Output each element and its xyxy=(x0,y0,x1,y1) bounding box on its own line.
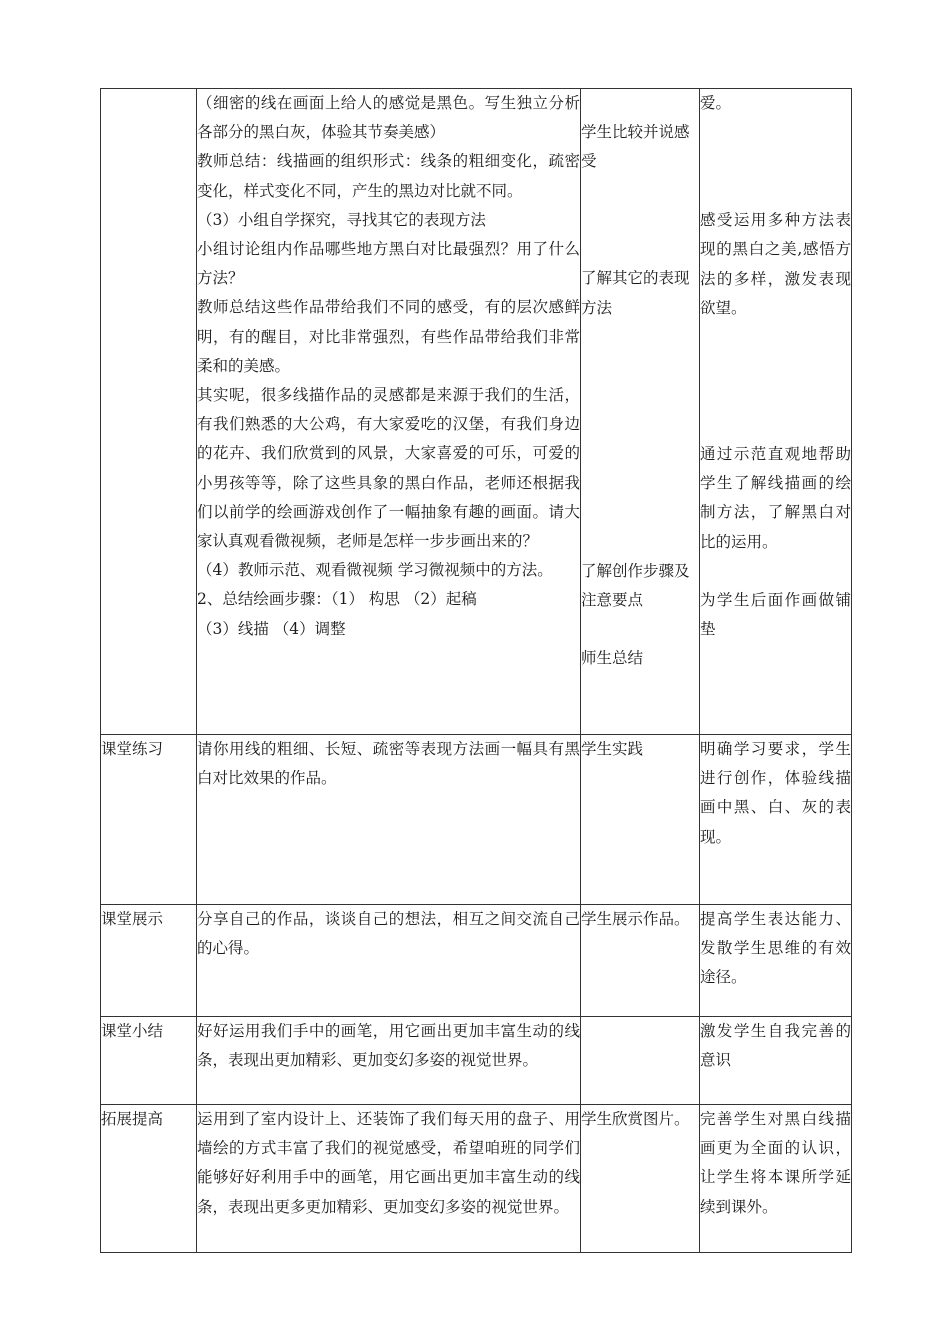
table-row-showcase xyxy=(101,905,852,1017)
table-row-summary xyxy=(101,1017,852,1105)
student-activity-text: 学生欣赏图片。 xyxy=(581,1110,690,1128)
student-activity-cell xyxy=(581,735,700,905)
content-cell xyxy=(197,905,581,1017)
content-paragraph: 运用到了室内设计上、还装饰了我们每天用的盘子、用墙绘的方式丰富了我们的视觉感受，希望咱班的同学们能够好好利用手中的画笔，用它画出更加丰富生动的线条，表现出更多更加精彩、更加变幻多姿的视觉世界。 xyxy=(197,1110,580,1216)
design-intent-cell xyxy=(700,735,852,905)
design-intent-text: 为学生后面作画做铺垫 xyxy=(700,590,851,639)
table-row-process xyxy=(101,89,852,735)
stage-cell: 拓展提高 xyxy=(101,1105,197,1253)
content-cell xyxy=(197,1017,581,1105)
content-paragraph: （3）小组自学探究，寻找其它的表现方法 xyxy=(197,210,486,229)
stage-cell: 课堂小结 xyxy=(101,1017,197,1105)
student-activity-cell xyxy=(581,89,700,735)
design-intent-text: 感受运用多种方法表现的黑白之美,感悟方法的多样，激发表现欲望。 xyxy=(700,211,851,317)
student-activity-text: 学生实践 xyxy=(581,740,644,758)
design-intent-text: 爱。 xyxy=(700,94,732,112)
content-paragraph: 教师总结这些作品带给我们不同的感受，有的层次感鲜明，有的醒目，对比非常强烈，有些作品带给我们非常柔和的美感。 xyxy=(197,298,580,375)
student-activity-cell xyxy=(581,1105,700,1253)
student-activity-text: 学生比较并说感受 xyxy=(581,123,690,171)
student-activity-text: 了解创作步骤及注意要点 xyxy=(581,561,690,610)
design-intent-cell xyxy=(700,905,852,1017)
stage-cell xyxy=(101,89,197,735)
table-row-practice xyxy=(101,735,852,905)
student-activity-text: 师生总结 xyxy=(581,649,644,668)
student-activity-text: 学生展示作品。 xyxy=(581,910,690,928)
stage-cell: 课堂练习 xyxy=(101,735,197,905)
design-intent-text: 提高学生表达能力、发散学生思维的有效途径。 xyxy=(700,910,851,987)
content-cell xyxy=(197,735,581,905)
content-paragraph: （3）线描 （4）调整 xyxy=(197,619,346,638)
lesson-plan-table xyxy=(100,88,852,1253)
student-activity-cell xyxy=(581,905,700,1017)
content-paragraph: 请你用线的粗细、长短、疏密等表现方法画一幅具有黑白对比效果的作品。 xyxy=(197,740,580,788)
design-intent-text: 完善学生对黑白线描画更为全面的认识，让学生将本课所学延续到课外。 xyxy=(700,1110,851,1216)
content-paragraph: 小组讨论组内作品哪些地方黑白对比最强烈？用了什么方法？ xyxy=(197,240,580,288)
student-activity-cell xyxy=(581,1017,700,1105)
student-activity-text: 了解其它的表现方法 xyxy=(581,269,690,317)
design-intent-cell xyxy=(700,1105,852,1253)
content-paragraph: 教师总结：线描画的组织形式：线条的粗细变化，疏密变化，样式变化不同，产生的黑边对比就不同。 xyxy=(197,152,580,200)
content-paragraph: 其实呢，很多线描作品的灵感都是来源于我们的生活，有我们熟悉的大公鸡，有大家爱吃的汉堡，有我们身边的花卉、我们欣赏到的风景，大家喜爱的可乐，可爱的小男孩等等，除了这些具象的黑白作品，老师还根据我们以前学的绘画游戏创作了一幅抽象有趣的画面。请大家认真观看微视频，老师是怎样一步步画出来的？ xyxy=(197,386,580,551)
design-intent-text: 通过示范直观地帮助学生了解线描画的绘制方法，了解黑白对比的运用。 xyxy=(700,445,851,551)
table-row-extension xyxy=(101,1105,852,1253)
content-paragraph: 分享自己的作品，谈谈自己的想法，相互之间交流自己的心得。 xyxy=(197,910,580,958)
content-paragraph: 2、总结绘画步骤：（1） 构思 （2）起稿 xyxy=(197,590,477,609)
content-cell xyxy=(197,1105,581,1253)
content-paragraph: （细密的线在画面上给人的感觉是黑色。写生独立分析各部分的黑白灰，体验其节奏美感） xyxy=(197,94,580,142)
content-paragraph: 好好运用我们手中的画笔，用它画出更加丰富生动的线条，表现出更加精彩、更加变幻多姿的视觉世界。 xyxy=(197,1022,580,1070)
content-paragraph: （4）教师示范、观看微视频 学习微视频中的方法。 xyxy=(197,561,553,580)
design-intent-cell xyxy=(700,89,852,735)
content-cell xyxy=(197,89,581,735)
design-intent-text: 明确学习要求，学生进行创作，体验线描画中黑、白、灰的表现。 xyxy=(700,740,851,846)
stage-cell: 课堂展示 xyxy=(101,905,197,1017)
design-intent-text: 激发学生自我完善的意识 xyxy=(700,1022,851,1070)
design-intent-cell xyxy=(700,1017,852,1105)
